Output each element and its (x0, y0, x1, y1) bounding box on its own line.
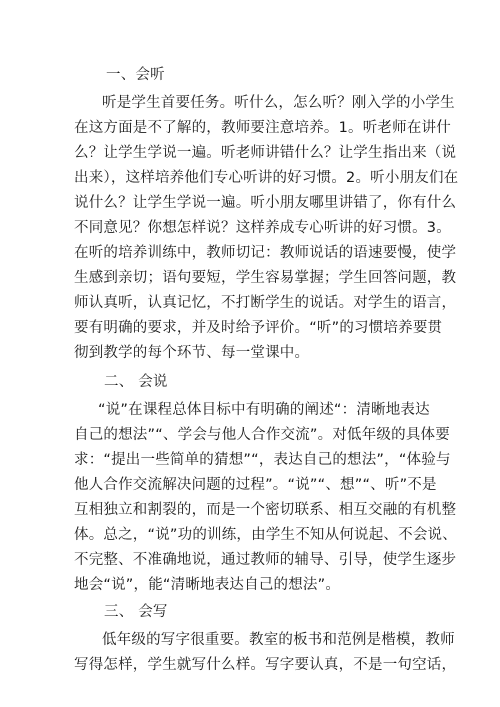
paragraph-line: 地会“说”，能“清晰地表达自己的想法”。 (74, 577, 341, 593)
paragraph-line: 说什么？让学生学说一遍。听小朋友哪里讲错了，你有什么 (74, 195, 457, 211)
paragraph-line: 不同意见？你想怎样说？这样养成专心听讲的好习惯。3。 (74, 220, 451, 236)
heading-listening: 一、会听 (106, 67, 165, 83)
paragraph-line: 求：“提出一些简单的猜想”“，表达自己的想法”，“体验与 (74, 452, 451, 468)
paragraph-line: “说”在课程总体目标中有明确的阐述“：清晰地表达 (98, 402, 430, 418)
paragraph-line: 彻到教学的每个环节、每一堂课中。 (74, 345, 310, 361)
paragraph-line: 听是学生首要任务。听什么，怎么听？刚入学的小学生 (102, 95, 455, 111)
heading-writing: 三、 会写 (104, 604, 168, 620)
paragraph-line: 要有明确的要求，并及时给予评价。“听”的习惯培养要贯 (74, 320, 443, 336)
paragraph-line: 体。总之，“说”功的训练，由学生不知从何说起、不会说、 (74, 527, 457, 543)
paragraph-line: 互相独立和割裂的，而是一个密切联系、相互交融的有机整 (74, 502, 457, 518)
paragraph-line: 自己的想法”“、学会与他人合作交流”。对低年级的具体要 (74, 427, 450, 443)
paragraph-line: 不完整、不准确地说，通过教师的辅导、引导，使学生逐步 (74, 552, 457, 568)
paragraph-line: 么？让学生学说一遍。听老师讲错什么？让学生指出来（说 (74, 145, 457, 161)
paragraph-line: 写得怎样，学生就写什么样。写字要认真，不是一句空话， (74, 657, 457, 673)
paragraph-line: 他人合作交流解决问题的过程”。“说”“、想”“、听”不是 (74, 477, 437, 493)
paragraph-line: 出来），这样培养他们专心听讲的好习惯。2。听小朋友们在 (74, 170, 459, 186)
paragraph-line: 在听的培养训练中，教师切记：教师说话的语速要慢，使学 (74, 245, 457, 261)
paragraph-line: 低年级的写字很重要。教室的板书和范例是楷模，教师 (102, 632, 455, 648)
paragraph-line: 在这方面是不了解的，教师要注意培养。1。听老师在讲什 (74, 120, 451, 136)
paragraph-line: 师认真听，认真记忆，不打断学生的说话。对学生的语言， (74, 295, 457, 311)
heading-speaking: 二、 会说 (104, 374, 168, 390)
paragraph-line: 生感到亲切；语句要短，学生容易掌握；学生回答问题，教 (74, 270, 457, 286)
